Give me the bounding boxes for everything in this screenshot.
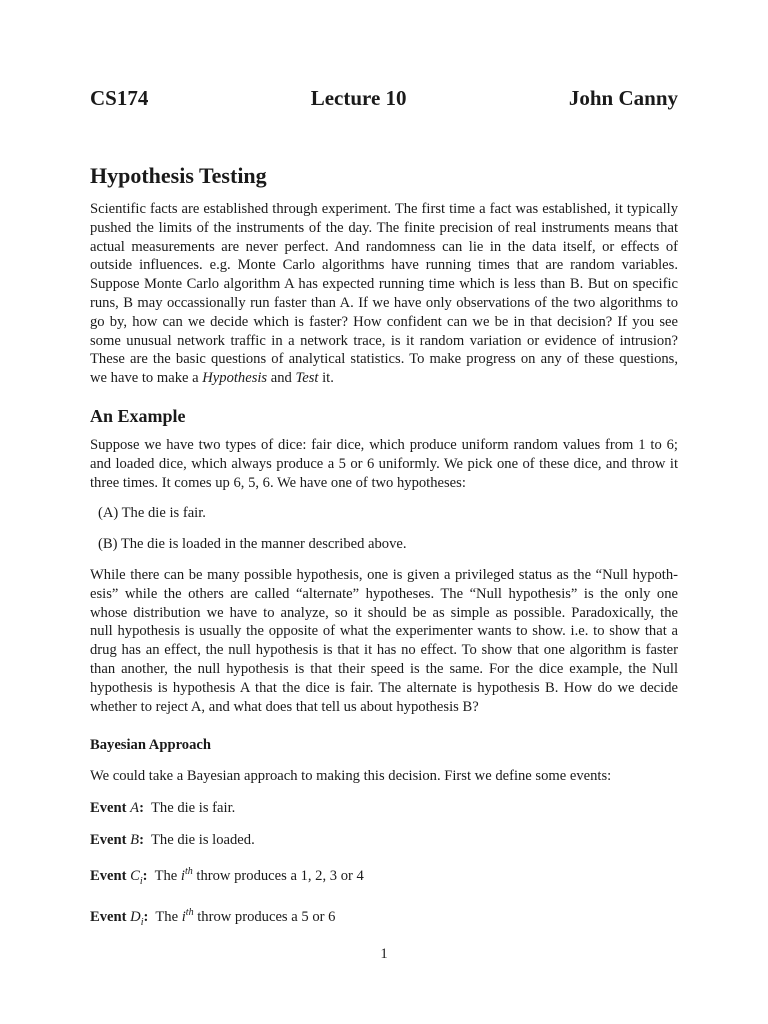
bayesian-paragraph: We could take a Bayesian approach to making this decision. First we define some events: — [90, 768, 612, 785]
intro-line: pushed the limits of the instruments of the day. The finite precision of real instruments means that — [90, 219, 678, 236]
example-last-pre: three times. It comes up — [90, 474, 234, 491]
event-var: C — [130, 867, 140, 884]
ordinal-suffix: th — [185, 907, 194, 919]
event-b-definition: Event B: The die is loaded. — [90, 831, 255, 848]
event-desc: The die is loaded. — [150, 831, 255, 848]
intro-line: actual measurements are never perfect. And randomness can lie in the data itself, or effects of — [90, 238, 678, 255]
event-values: 1, 2, 3 — [300, 867, 338, 884]
intro-last-line — [90, 369, 678, 388]
intro-line: These are the basic questions of analytical statistics. To make progress on any of these questions, — [90, 351, 678, 368]
throw-phrase: throw produces a — [192, 867, 301, 884]
example-line: Suppose we have two types of dice: fair dice, which produce uniform random values from 1 to 6; — [90, 436, 678, 453]
hypothesis-emphasis: Hypothesis — [202, 370, 268, 387]
null-line: null hypothesis is usually the opposite of what the experimenter wants to show. i.e. to show that a — [90, 623, 678, 640]
intro-and: and — [267, 370, 296, 387]
intro-paragraph — [90, 200, 678, 388]
throw-values: 6, 5, 6 — [233, 474, 270, 491]
hypothesis-a: (A) The die is fair. — [98, 505, 206, 522]
event-subscript: i — [140, 916, 144, 928]
null-line: drug has an effect, the null hypothesis is that it has no effect. To show that one algorithm is faster — [90, 642, 678, 659]
intro-last-pre: we have to make a — [90, 370, 203, 387]
event-final-value: 4 — [356, 867, 364, 884]
event-var: A — [130, 799, 140, 816]
event-d-definition: Event $D_i$: The $i^{th}$ throw produces a 5 or 6 — [90, 907, 336, 928]
event-desc-pre: The — [155, 908, 182, 925]
subsection-heading-bayesian: Bayesian Approach — [90, 737, 211, 754]
author-name: John Canny — [568, 86, 678, 110]
null-line: whose distribution we have to analyze, so it should be as simple as possible. Paradoxically, the — [90, 604, 678, 621]
example-paragraph — [90, 436, 678, 492]
paper-page — [90, 86, 678, 933]
event-label: Event — [90, 799, 127, 816]
null-line: than another, the null hypothesis is that their speed is the same. For the dice example, the Null — [90, 660, 678, 677]
event-desc-pre: The — [154, 867, 181, 884]
lecture-number: Lecture 10 — [310, 86, 407, 110]
example-last-line — [90, 474, 678, 493]
event-var: B — [130, 831, 140, 848]
event-c-definition: Event $C_i$: The $i^{th}$ throw produces a 1, 2, 3 or 4 — [90, 865, 364, 887]
event-or: or — [308, 908, 329, 925]
intro-line: go by, how can we decide which is faster? How confident can we be in that decision? If you see — [90, 313, 678, 330]
hypothesis-b: (B) The die is loaded in the manner described above. — [98, 536, 407, 553]
ordinal-suffix: th — [184, 865, 193, 877]
event-or: or — [337, 867, 357, 884]
lecture-header — [90, 86, 678, 116]
intro-last-post: it. — [318, 370, 334, 387]
page-title: Hypothesis Testing — [90, 163, 267, 188]
null-line: esis” while the others are called “alternate” hypotheses. The “Null hypothesis” is the only one — [90, 585, 678, 602]
i-var: i — [181, 908, 186, 925]
null-line: hypothesis is hypothesis A that the dice is fair. The alternate is hypothesis B. How do we decide — [90, 679, 678, 696]
throw-phrase: throw produces a — [193, 908, 302, 925]
example-line: and loaded dice, which always produce a 5 or 6 uniformly. We pick one of these dice, and throw it — [90, 455, 678, 472]
page-number: 1 — [380, 946, 388, 962]
intro-line: outside influences. e.g. Monte Carlo algorithms have running times that are random variables. — [90, 257, 678, 274]
test-emphasis: Test — [295, 370, 319, 387]
course-code: CS174 — [90, 86, 149, 110]
intro-line: Scientific facts are established through experiment. The first time a fact was established, it typically — [90, 201, 678, 217]
example-last-post: . We have one of two hypotheses: — [269, 474, 466, 491]
section-heading-example: An Example — [90, 405, 186, 426]
null-hypothesis-paragraph — [90, 566, 678, 716]
event-values: 5 — [301, 908, 309, 925]
event-a-definition: Event A: The die is fair. — [90, 799, 236, 816]
event-label: Event — [90, 831, 127, 848]
event-subscript: i — [139, 875, 143, 887]
intro-line: some unusual network traffic in a network trace, is it random variation or evidence of intrusion? — [90, 332, 678, 349]
event-label: Event — [90, 908, 127, 925]
intro-line: Suppose Monte Carlo algorithm A has expected running time which is less than B. But on specific — [90, 276, 678, 293]
i-var: i — [180, 867, 185, 884]
null-last-line: whether to reject A, and what does that tell us about hypothesis B? — [90, 698, 479, 715]
null-line: While there can be many possible hypothesis, one is given a privileged status as the “Null hypoth- — [90, 566, 678, 583]
event-final-value: 6 — [328, 908, 336, 925]
event-label: Event — [90, 867, 127, 884]
intro-line: runs, B may occassionally run faster than A. If we have only observations of the two algorithms to — [90, 294, 678, 311]
event-desc: The die is fair. — [150, 799, 236, 816]
event-var: D — [130, 908, 141, 925]
